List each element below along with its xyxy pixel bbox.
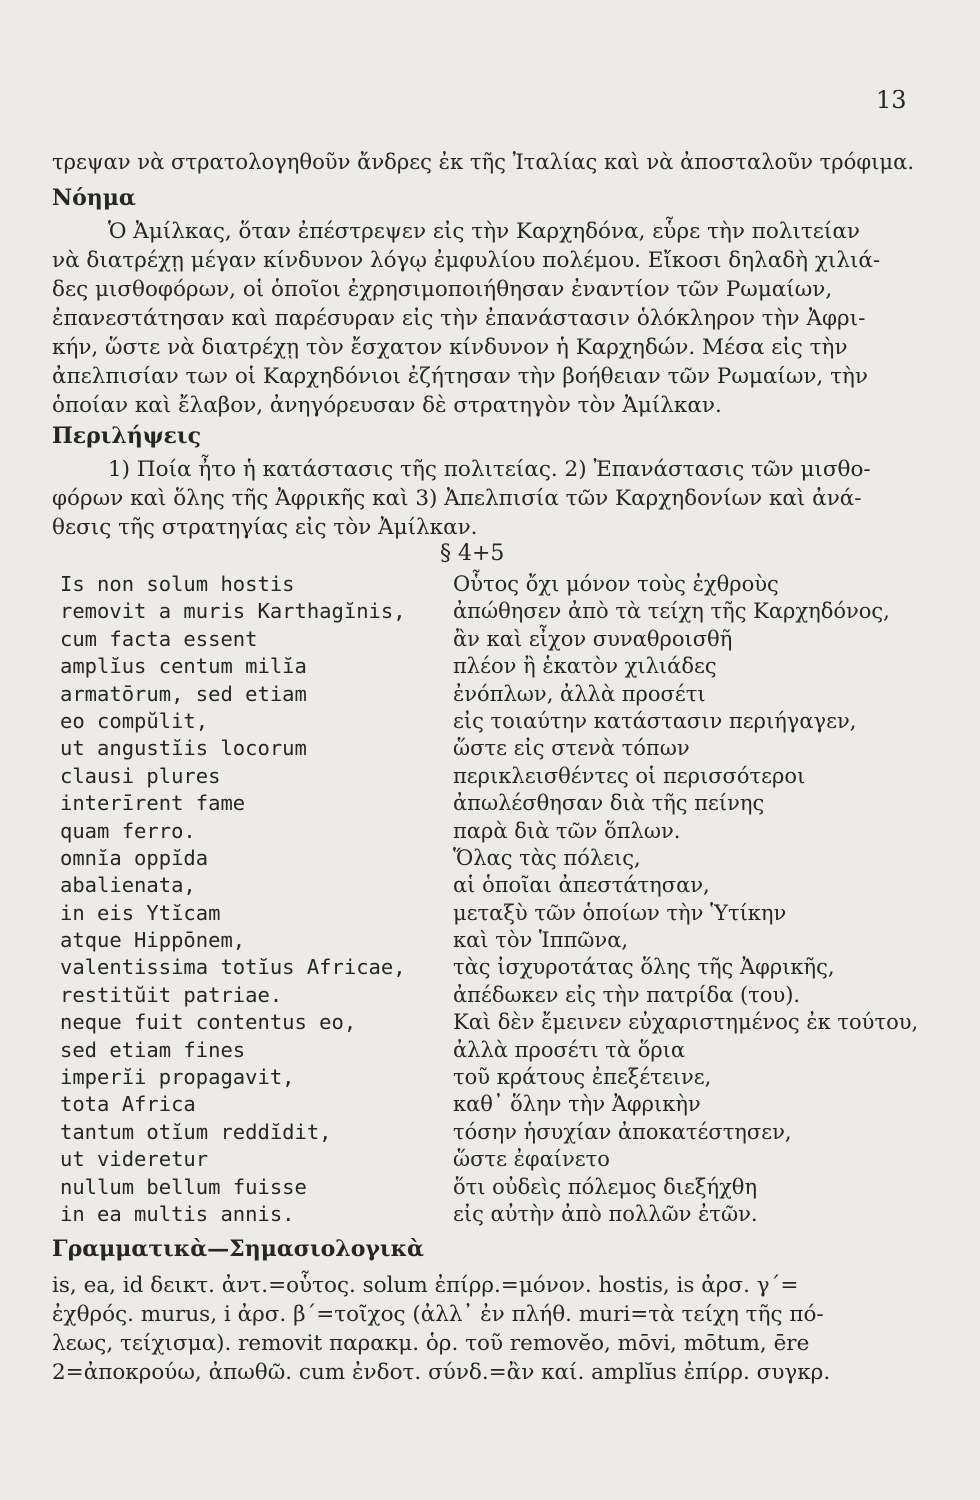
greek-line: περικλεισθέντες οἱ περισσότεροι bbox=[453, 763, 806, 789]
intro-line bbox=[52, 148, 914, 177]
latin-line: tantum otĭum reddĭdit, bbox=[60, 1119, 332, 1144]
latin-line: tota Africa bbox=[60, 1092, 196, 1117]
greek-line: ἀπωλέσθησαν διὰ τῆς πείνης bbox=[453, 791, 765, 817]
latin-line: ut angustĭis locorum bbox=[60, 736, 307, 761]
latin-line: in ea multis annis. bbox=[60, 1201, 295, 1226]
greek-line: αἱ ὁποῖαι ἀπεστάτησαν, bbox=[453, 873, 710, 899]
latin-line: omnĭa oppĭda bbox=[60, 845, 209, 870]
latin-line: sed etiam fines bbox=[60, 1037, 246, 1062]
grammar-line: λεως, τείχισμα). removit παρακμ. ὁρ. τοῦ removĕo, mōvi, mōtum, ēre bbox=[52, 1331, 810, 1356]
greek-line: καθ᾽ ὅλην τὴν Ἀφρικὴν bbox=[453, 1092, 701, 1118]
noima-paragraph bbox=[52, 217, 914, 420]
noima-line: δες μισθοφόρων, οἱ ὁποῖοι ἐχρησιμοποιήθησαν ἐναντίον τῶν Ρωμαίων, bbox=[52, 277, 833, 302]
latin-line: neque fuit contentus eo, bbox=[60, 1010, 357, 1035]
latin-line: clausi plures bbox=[60, 763, 221, 788]
greek-line: πλέον ἢ ἑκατὸν χιλιάδες bbox=[453, 654, 717, 680]
greek-line: τὰς ἰσχυροτάτας ὅλης τῆς Ἀφρικῆς, bbox=[453, 955, 835, 981]
grammar-line: ἐχθρός. murus, i ἀρσ. β΄=τοῖχος (ἀλλ᾽ ἐν πλήθ. muri=τὰ τείχη τῆς πό- bbox=[52, 1302, 824, 1327]
section-label: § 4+5 bbox=[440, 541, 505, 566]
latin-line: cum facta essent bbox=[60, 626, 258, 651]
greek-line: ἀπώθησεν ἀπὸ τὰ τείχη τῆς Καρχηδόνος, bbox=[453, 599, 890, 625]
latin-line: abalienata, bbox=[60, 873, 196, 898]
greek-line: τοῦ κράτους ἐπεξέτεινε, bbox=[453, 1065, 712, 1091]
greek-line: Οὗτος ὄχι μόνον τοὺς ἐχθροὺς bbox=[453, 572, 779, 597]
grammar-heading: Γραμματικὰ—Σημασιολογικὰ bbox=[52, 1236, 424, 1262]
greek-line: εἰς τοιαύτην κατάστασιν περιήγαγεν, bbox=[453, 708, 857, 734]
greek-line: ἀλλὰ προσέτι τὰ ὅρια bbox=[453, 1037, 686, 1063]
greek-line: Καὶ δὲν ἔμεινεν εὐχαριστημένος ἐκ τούτου, bbox=[453, 1010, 919, 1036]
perilipseis-line: 1) Ποία ἦτο ἡ κατάστασις τῆς πολιτείας. 2) Ἐπανάστασις τῶν μισθο- bbox=[108, 457, 871, 482]
latin-line: quam ferro. bbox=[60, 818, 196, 843]
grammar-line: is, ea, id δεικτ. ἀντ.=οὗτος. solum ἐπίρρ.=μόνον. hostis, is ἀρσ. γ΄= bbox=[52, 1273, 799, 1298]
latin-line: valentissima totĭus Africae, bbox=[60, 955, 406, 980]
greek-line: ἀπέδωκεν εἰς τὴν πατρίδα (του). bbox=[453, 982, 801, 1008]
greek-line: ὥστε ἐφαίνετο bbox=[453, 1147, 610, 1173]
greek-line: τόσην ἡσυχίαν ἀποκατέστησεν, bbox=[453, 1119, 792, 1145]
noima-line: ἐπανεστάτησαν καὶ παρέσυραν εἰς τὴν ἐπανάστασιν ὁλόκληρον τὴν Ἀφρι- bbox=[52, 306, 866, 331]
noima-line: νὰ διατρέχῃ μέγαν κίνδυνον λόγῳ ἐμφυλίου πολέμου. Εἴκοσι δηλαδὴ χιλιά- bbox=[52, 248, 881, 273]
perilipseis-paragraph bbox=[52, 455, 914, 542]
latin-line: interīrent fame bbox=[60, 791, 246, 816]
greek-line: ἐνόπλων, ἀλλὰ προσέτι bbox=[453, 681, 706, 707]
latin-line: removit a muris Karthagĭnis, bbox=[60, 599, 406, 624]
latin-line: nullum bellum fuisse bbox=[60, 1174, 307, 1199]
greek-line: ὅτι οὐδεὶς πόλεμος διεξήχθη bbox=[453, 1174, 758, 1200]
latin-line: amplĭus centum milĭa bbox=[60, 654, 307, 679]
greek-column bbox=[453, 571, 929, 1228]
noima-line: κήν, ὥστε νὰ διατρέχῃ τὸν ἔσχατον κίνδυνον ἡ Καρχηδών. Μέσα εἰς τὴν bbox=[52, 335, 848, 360]
intro-text: τρεψαν νὰ στρατολογηθοῦν ἄνδρες ἐκ τῆς Ἰταλίας καὶ νὰ ἀποσταλοῦν τρόφιμα. bbox=[52, 150, 915, 175]
greek-line: καὶ τὸν Ἱππῶνα, bbox=[453, 928, 629, 954]
noima-line: ἀπελπισίαν των οἱ Καρχηδόνιοι ἐζήτησαν τὴν βοήθειαν τῶν Ρωμαίων, τὴν bbox=[52, 364, 868, 389]
noima-heading: Νόημα bbox=[52, 185, 136, 211]
latin-line: restitŭit patriae. bbox=[60, 982, 283, 1007]
page-number: 13 bbox=[876, 86, 907, 114]
greek-line: ἂν καὶ εἶχον συναθροισθῆ bbox=[453, 626, 733, 652]
latin-line: eo compŭlit, bbox=[60, 708, 209, 733]
greek-line: μεταξὺ τῶν ὁποίων τὴν Ὑτίκην bbox=[453, 900, 787, 926]
noima-line: Ὁ Ἀμίλκας, ὅταν ἐπέστρεψεν εἰς τὴν Καρχηδόνα, εὗρε τὴν πολιτείαν bbox=[108, 219, 860, 244]
latin-line: atque Hippōnem, bbox=[60, 928, 246, 953]
grammar-line: 2=ἀποκρούω, ἀπωθῶ. cum ἐνδοτ. σύνδ.=ἂν καί. amplĭus ἐπίρρ. συγκρ. bbox=[52, 1360, 831, 1385]
noima-line: ὁποίαν καὶ ἔλαβον, ἀνηγόρευσαν δὲ στρατηγὸν τὸν Ἀμίλκαν. bbox=[52, 393, 722, 418]
latin-line: imperĭi propagavit, bbox=[60, 1065, 295, 1090]
perilipseis-line: φόρων καὶ ὅλης τῆς Ἀφρικῆς καὶ 3) Ἀπελπισία τῶν Καρχηδονίων καὶ ἀνά- bbox=[52, 486, 862, 511]
latin-line: Is non solum hostis bbox=[60, 572, 295, 596]
greek-line: ὥστε εἰς στενὰ τόπων bbox=[453, 736, 690, 762]
greek-line: εἰς αὐτὴν ἀπὸ πολλῶν ἐτῶν. bbox=[453, 1201, 758, 1227]
latin-column bbox=[60, 571, 406, 1228]
latin-line: armatōrum, sed etiam bbox=[60, 681, 307, 706]
grammar-paragraph bbox=[52, 1271, 914, 1387]
latin-line: in eis Ytĭcam bbox=[60, 900, 221, 925]
greek-line: παρὰ διὰ τῶν ὅπλων. bbox=[453, 818, 681, 844]
perilipseis-line: θεσις τῆς στρατηγίας εἰς τὸν Ἀμίλκαν. bbox=[52, 515, 478, 540]
latin-line: ut videretur bbox=[60, 1147, 209, 1172]
perilipseis-heading: Περιλήψεις bbox=[52, 423, 201, 449]
greek-line: Ὅλας τὰς πόλεις, bbox=[453, 845, 641, 871]
